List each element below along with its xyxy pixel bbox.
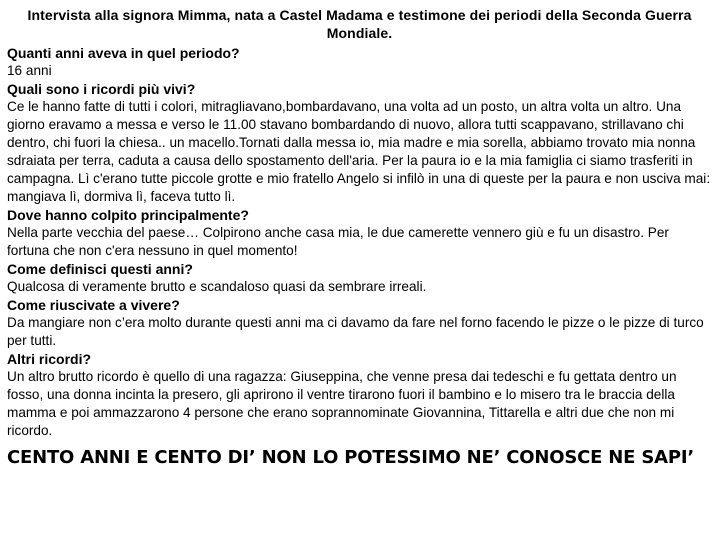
qa-block-3 (7, 206, 712, 260)
qa-block-2 (7, 80, 712, 206)
question-6: Altri ricordi? (7, 351, 92, 367)
answer-3: Nella parte vecchia del paese… Colpirono anche casa mia, le due camerette vennero giù e fu un disastro. Per fortuna che non c'era nessuno in quel momento! (7, 225, 669, 258)
qa-block-4 (7, 260, 712, 296)
qa-block-1 (7, 44, 712, 80)
answer-4: Qualcosa di veramente brutto e scandaloso quasi da sembrare irreali. (7, 279, 427, 294)
answer-1: 16 anni (7, 63, 52, 78)
page-title: Intervista alla signora Mimma, nata a Castel Madama e testimone dei periodi della Seconda Guerra Mondiale. (27, 7, 692, 41)
question-1: Quanti anni aveva in quel periodo? (7, 45, 240, 61)
answer-6: Un altro brutto ricordo è quello di una ragazza: Giuseppina, che venne presa dai tedeschi e fu gettata dentro un fosso, una donna incinta la presero, gli aprirono il ventre tirarono fuori il bambino e lo misero tra le braccia della mamma e poi ammazzarono 4 persone che erano soprannominate Giovannina, Tittarella e altri due che non mi ricordo. (7, 369, 677, 438)
qa-block-6 (7, 350, 712, 440)
closing-proverb: CENTO ANNI E CENTO DI’ NON LO POTESSIMO NE’ CONOSCE NE SAPI’ (7, 447, 694, 468)
question-2: Quali sono i ricordi più vivi? (7, 81, 196, 97)
question-5: Come riuscivate a vivere? (7, 297, 180, 313)
question-3: Dove hanno colpito principalmente? (7, 207, 249, 223)
question-4: Come definisci questi anni? (7, 261, 193, 277)
qa-block-5 (7, 296, 712, 350)
answer-5: Da mangiare non c’era molto durante questi anni ma ci davamo da fare nel forno facendo le pizze o le pizze di turco per tutti. (7, 315, 704, 348)
answer-2: Ce le hanno fatte di tutti i colori, mitragliavano,bombardavano, una volta ad un posto, un altra volta un altro. Una giorno eravamo a messa e verso le 11.00 stavano bombardando di nuovo, allora tutti scappavano, strillavano chi dentro, chi fuori la chiesa.. un macello.Tornati dalla messa io, mia madre e mia sorella, abbiamo trovato mia nonna sdraiata per terra, caduta a causa dello spostamento dell'aria. Per la paura io e la mia famiglia ci siamo trasferiti in campagna. Lì c'erano tutte piccole grotte e mio fratello Angelo si infilò in una di queste per la paura e non usciva mai: mangiava lì, dormiva lì, faceva tutto lì. (7, 99, 711, 204)
